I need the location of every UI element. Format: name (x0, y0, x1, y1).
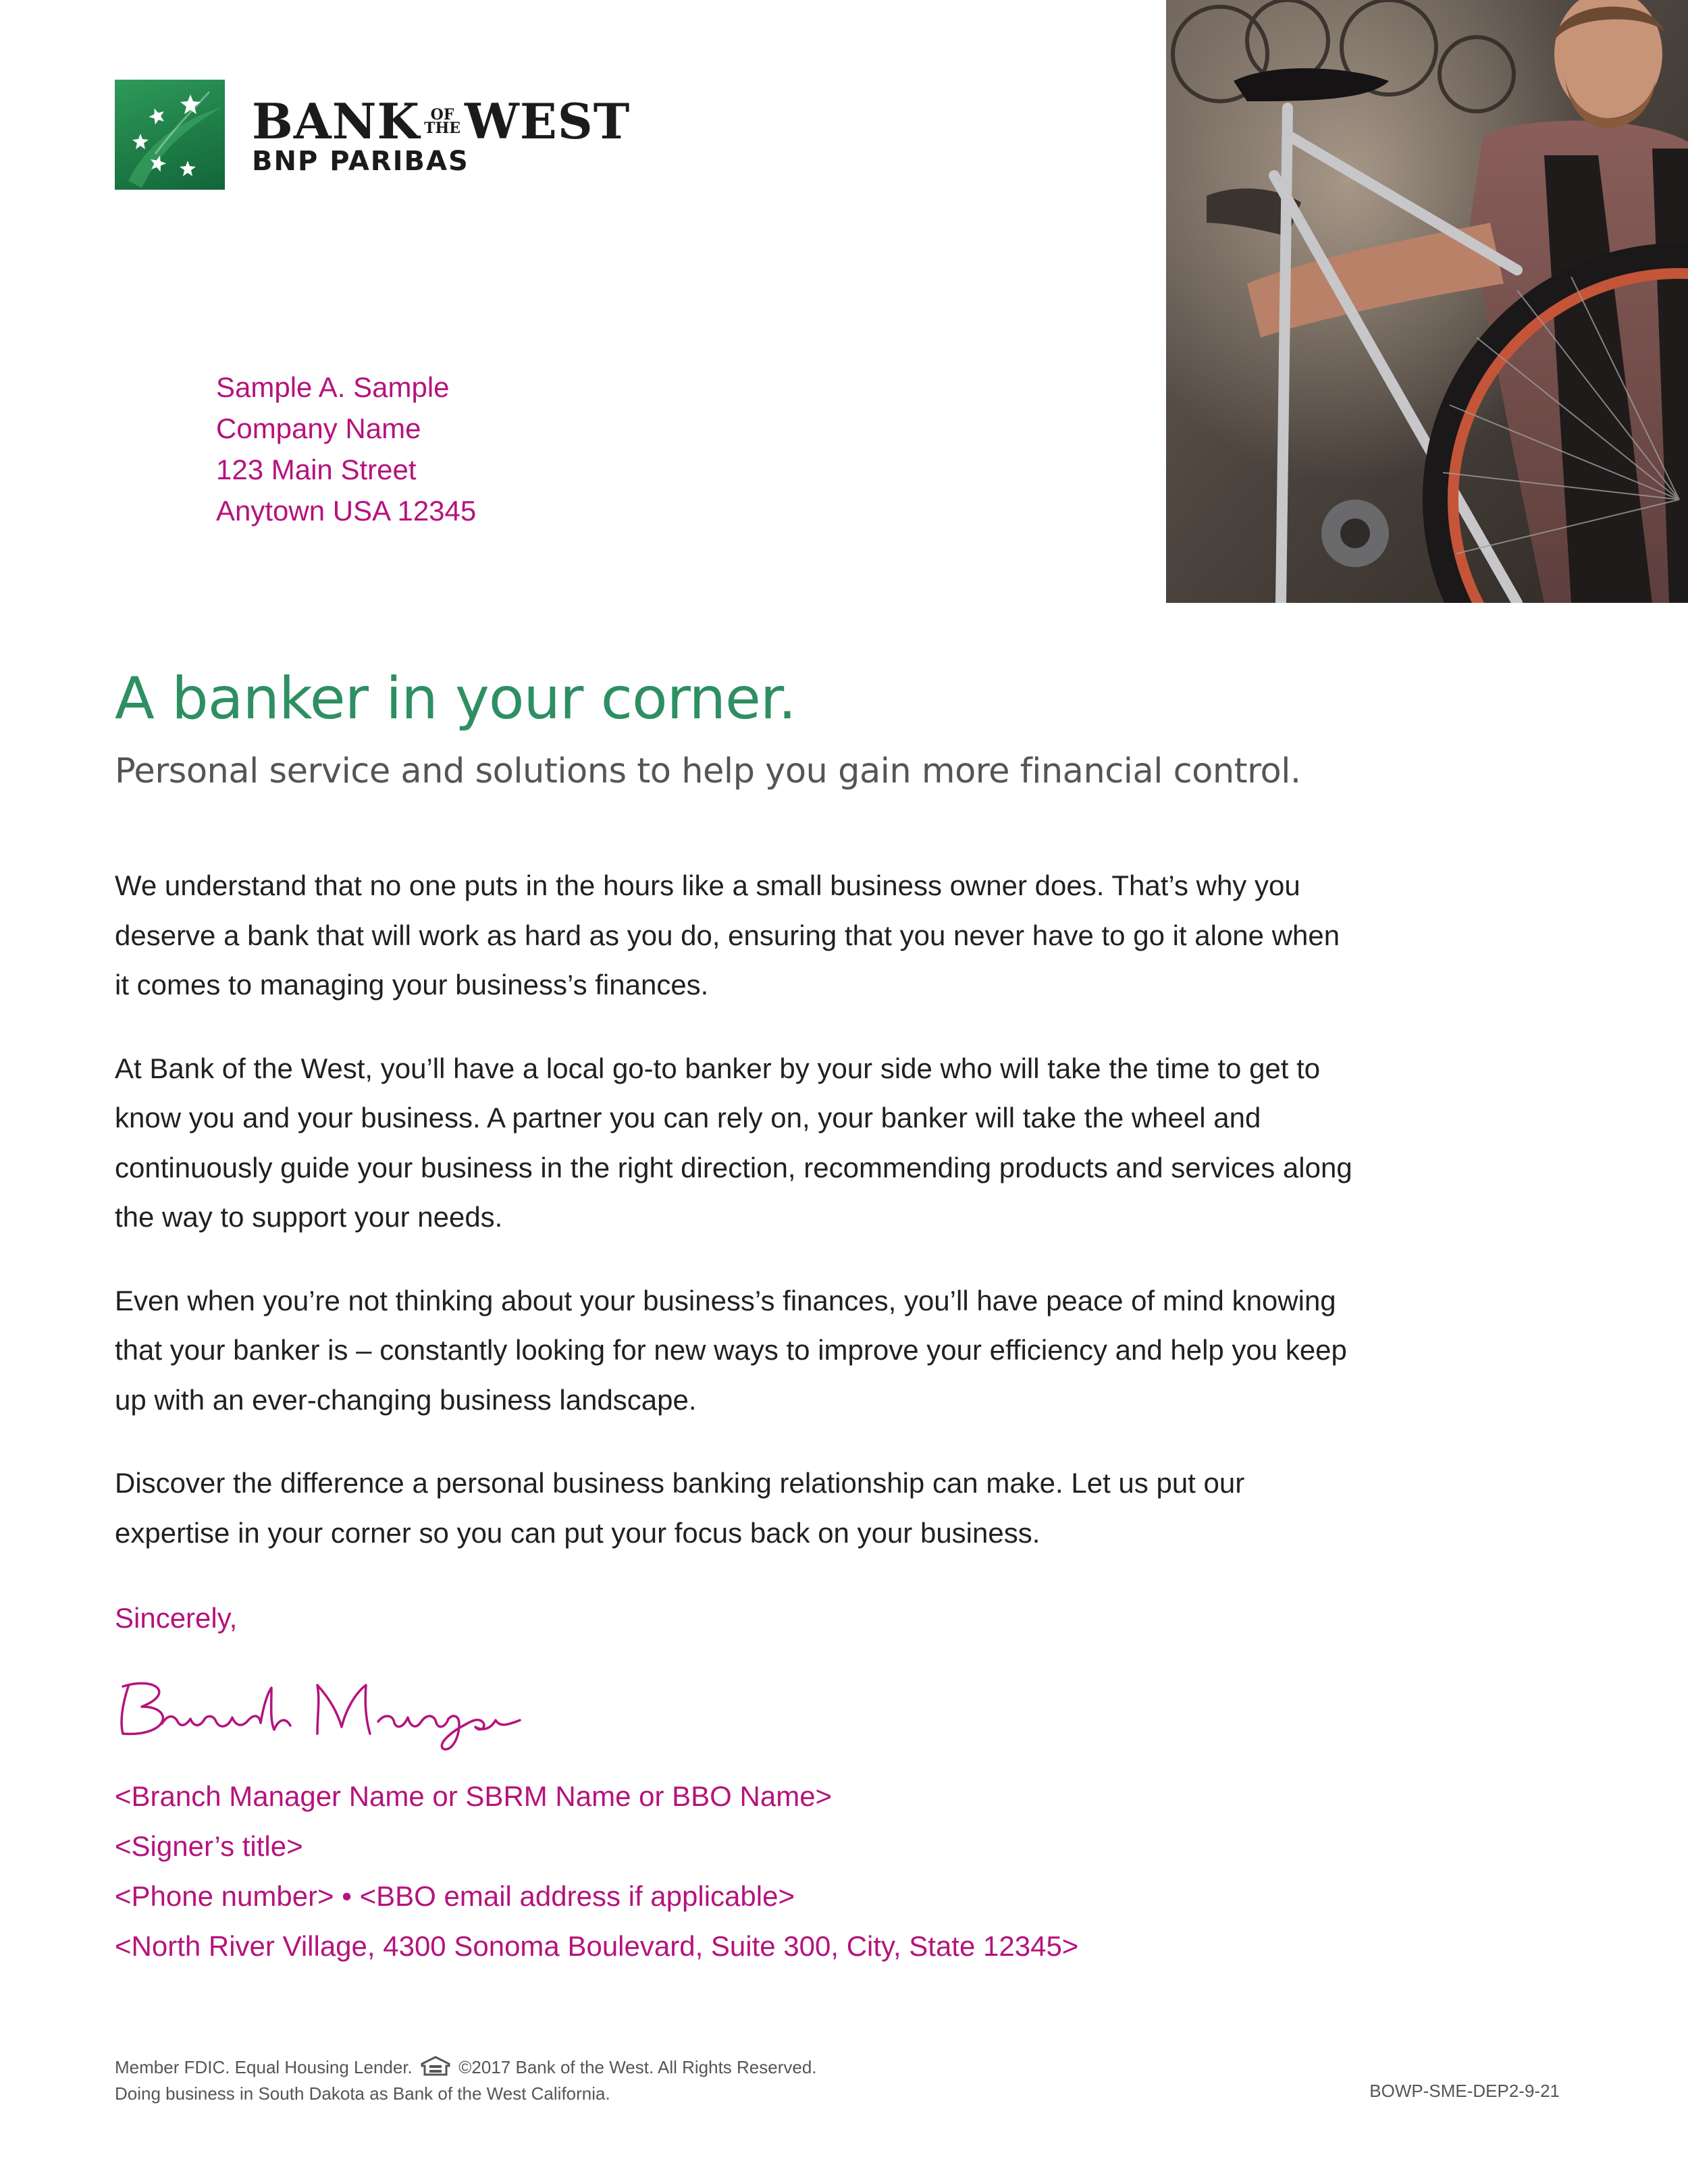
footer-fdic-text: Member FDIC. Equal Housing Lender. (115, 2057, 413, 2077)
footer-south-dakota-text: Doing business in South Dakota as Bank of the West California. (115, 2083, 610, 2104)
recipient-city: Anytown USA 12345 (216, 495, 477, 527)
signer-contact: <Phone number> • <BBO email address if applicable> (115, 1880, 795, 1912)
bnp-stars-logo-icon (115, 80, 225, 190)
page-subtitle: Personal service and solutions to help you gain more financial control. (115, 751, 1301, 791)
recipient-address (216, 367, 476, 531)
page-title: A banker in your corner. (115, 665, 796, 733)
signer-name: <Branch Manager Name or SBRM Name or BBO Name> (115, 1780, 833, 1812)
logo-of-text: OF (430, 105, 454, 124)
signature-image (115, 1673, 587, 1757)
closing-text: Sincerely, (115, 1602, 238, 1634)
logo-bnp-text: BNP PARIBAS (252, 145, 469, 177)
logo-the-text: THE (424, 119, 461, 137)
signer-title: <Signer’s title> (115, 1830, 303, 1862)
body-paragraph: Discover the difference a personal business banking relationship can make. Let us put our expertise in your corner so you can put your focus back on your business. (115, 1467, 1245, 1549)
letter-body (115, 861, 1357, 1591)
signer-block (115, 1772, 1078, 1971)
signer-location: <North River Village, 4300 Sonoma Boulevard, Suite 300, City, State 12345> (115, 1930, 1079, 1962)
equal-housing-icon (420, 2056, 451, 2082)
document-code: BOWP-SME-DEP2-9-21 (1369, 2081, 1560, 2101)
bank-logo (115, 80, 630, 190)
footer-copyright-text: ©2017 Bank of the West. All Rights Reserved. (458, 2057, 817, 2077)
logo-wordmark (252, 80, 630, 190)
footer-legal (115, 2056, 817, 2106)
logo-west-text: WEST (465, 92, 631, 150)
recipient-street: 123 Main Street (216, 454, 417, 485)
recipient-name: Sample A. Sample (216, 371, 450, 403)
logo-bank-text: BANK (252, 92, 421, 150)
recipient-company: Company Name (216, 412, 421, 444)
body-paragraph: Even when you’re not thinking about your business’s finances, you’ll have peace of mind knowing that your banker is – constantly looking for new ways to improve your efficiency and help you keep up with an ever-changing business landscape. (115, 1284, 1347, 1416)
body-paragraph: At Bank of the West, you’ll have a local go-to banker by your side who will take the time to get to know you and your business. A partner you can rely on, your banker will take the wheel and continuously guide your business in the right direction, recommending products and services along the way to support your needs. (115, 1052, 1352, 1233)
body-paragraph: We understand that no one puts in the hours like a small business owner does. That’s why you deserve a bank that will work as hard as you do, ensuring that you never have to go it alone when it comes to managing your business’s finances. (115, 870, 1340, 1001)
bicycle-mechanic-photo (1166, 0, 1688, 603)
